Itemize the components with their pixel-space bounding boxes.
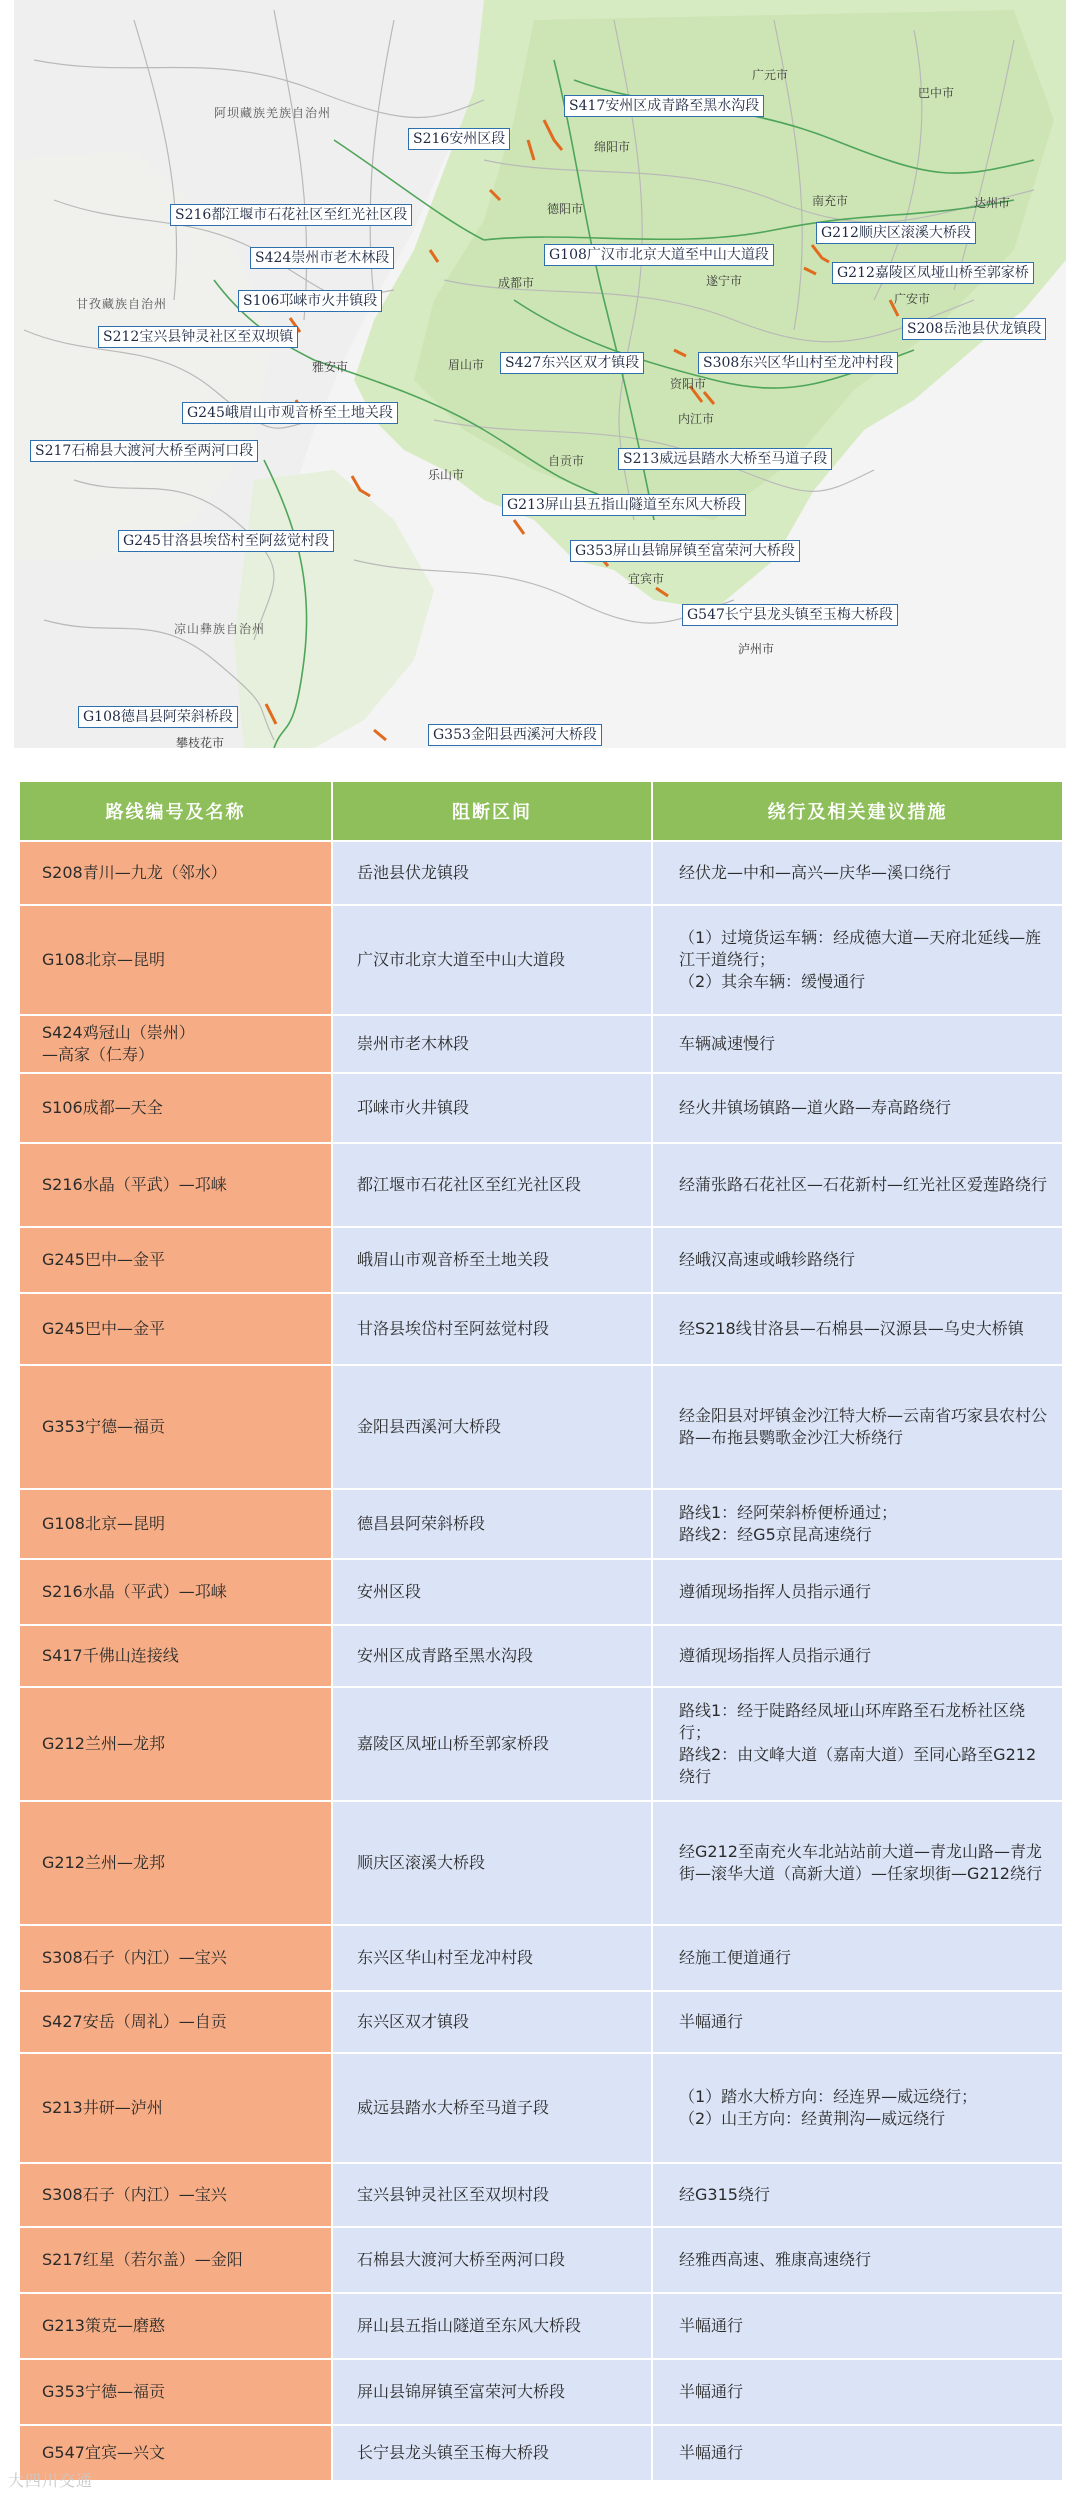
table-row: [19, 1015, 1063, 1073]
table-row: [19, 1489, 1063, 1559]
section-cell: 甘洛县埃岱村至阿兹觉村段: [332, 1293, 652, 1365]
route-cell: G108北京—昆明: [19, 1489, 332, 1559]
detour-cell: 经峨汉高速或峨轸路绕行: [652, 1227, 1063, 1293]
table-row: [19, 2293, 1063, 2359]
table-row: [19, 1227, 1063, 1293]
section-cell: 德昌县阿荣斜桥段: [332, 1489, 652, 1559]
region-aba: 阿坝藏族羌族自治州: [214, 106, 332, 120]
section-cell: 石棉县大渡河大桥至两河口段: [332, 2227, 652, 2293]
place-guangyuan: 广元市: [752, 68, 789, 82]
detour-cell: 经施工便道通行: [652, 1925, 1063, 1991]
detour-cell: 路线1：经阿荣斜桥便桥通过； 路线2：经G5京昆高速绕行: [652, 1489, 1063, 1559]
detour-cell: （1）过境货运车辆：经成德大道—天府北延线—旌江干道绕行； （2）其余车辆：缓慢通行: [652, 905, 1063, 1015]
route-cell: G213策克—磨憨: [19, 2293, 332, 2359]
map-label-g245-ganluo: G245甘洛县埃岱村至阿兹觉村段: [118, 530, 334, 552]
table-row: [19, 1143, 1063, 1227]
map-label-s216-anzhou: S216安州区段: [408, 128, 510, 150]
map-label-s212: S212宝兴县钟灵社区至双坝镇: [98, 326, 298, 348]
section-cell: 崇州市老木林段: [332, 1015, 652, 1073]
route-cell: G353宁德—福贡: [19, 2359, 332, 2425]
route-cell: S427安岳（周礼）—自贡: [19, 1991, 332, 2053]
map-label-s427: S427东兴区双才镇段: [500, 352, 644, 374]
section-cell: 屏山县五指山隧道至东风大桥段: [332, 2293, 652, 2359]
map-label-g108-dechang: G108德昌县阿荣斜桥段: [78, 706, 238, 728]
place-bazhong: 巴中市: [918, 86, 955, 100]
map-label-s216-dujiangyan: S216都江堰市石花社区至红光社区段: [170, 204, 412, 226]
route-cell: G212兰州—龙邦: [19, 1801, 332, 1925]
route-cell: S424鸡冠山（崇州） —高家（仁寿）: [19, 1015, 332, 1073]
map-label-g245-emeishan: G245峨眉山市观音桥至土地关段: [182, 402, 398, 424]
route-cell: G108北京—昆明: [19, 905, 332, 1015]
table-row: [19, 1073, 1063, 1143]
place-mianyang: 绵阳市: [594, 140, 631, 154]
place-leshan: 乐山市: [428, 468, 465, 482]
section-cell: 宝兴县钟灵社区至双坝村段: [332, 2163, 652, 2227]
section-cell: 岳池县伏龙镇段: [332, 841, 652, 905]
detour-cell: 经雅西高速、雅康高速绕行: [652, 2227, 1063, 2293]
map-label-s106: S106邛崃市火井镇段: [238, 290, 382, 312]
route-cell: S308石子（内江）—宝兴: [19, 2163, 332, 2227]
table-row: [19, 1293, 1063, 1365]
route-cell: G353宁德—福贡: [19, 1365, 332, 1489]
place-deyang: 德阳市: [547, 202, 584, 216]
section-cell: 长宁县龙头镇至玉梅大桥段: [332, 2425, 652, 2481]
detour-cell: 半幅通行: [652, 1991, 1063, 2053]
map-label-g547: G547长宁县龙头镇至玉梅大桥段: [682, 604, 898, 626]
table-row: [19, 1801, 1063, 1925]
table-row: [19, 1991, 1063, 2053]
place-ziyang: 资阳市: [670, 377, 707, 391]
map-label-s208: S208岳池县伏龙镇段: [902, 318, 1046, 340]
place-nanchong: 南充市: [812, 194, 849, 208]
header-detour: 绕行及相关建议措施: [652, 781, 1063, 841]
map-label-s217: S217石棉县大渡河大桥至两河口段: [30, 440, 258, 462]
place-panzhihua: 攀枝花市: [176, 736, 225, 748]
detour-cell: 经火井镇场镇路—道火路—寿高路绕行: [652, 1073, 1063, 1143]
place-yibin: 宜宾市: [628, 572, 665, 586]
route-cell: S208青川—九龙（邻水）: [19, 841, 332, 905]
route-cell: G212兰州—龙邦: [19, 1687, 332, 1801]
map-label-s308: S308东兴区华山村至龙冲村段: [698, 352, 898, 374]
detour-cell: 遵循现场指挥人员指示通行: [652, 1559, 1063, 1625]
detour-cell: 半幅通行: [652, 2425, 1063, 2481]
place-guangan: 广安市: [894, 292, 931, 306]
section-cell: 广汉市北京大道至中山大道段: [332, 905, 652, 1015]
section-cell: 东兴区双才镇段: [332, 1991, 652, 2053]
map-label-g353-pingshan: G353屏山县锦屏镇至富荣河大桥段: [570, 540, 800, 562]
section-cell: 东兴区华山村至龙冲村段: [332, 1925, 652, 1991]
section-cell: 顺庆区滚溪大桥段: [332, 1801, 652, 1925]
place-zigong: 自贡市: [548, 454, 585, 468]
map-label-g212-shunqing: G212顺庆区滚溪大桥段: [816, 222, 976, 244]
detour-cell: （1）踏水大桥方向：经连界—威远绕行； （2）山王方向：经黄荆沟—威远绕行: [652, 2053, 1063, 2163]
table-header-row: [19, 781, 1063, 841]
place-luzhou: 泸州市: [738, 642, 775, 656]
detour-cell: 路线1：经于陡路经凤垭山环库路至石龙桥社区绕行； 路线2：由文峰大道（嘉南大道）至同心路至G212绕行: [652, 1687, 1063, 1801]
route-cell: S308石子（内江）—宝兴: [19, 1925, 332, 1991]
region-ganzi: 甘孜藏族自治州: [76, 297, 168, 311]
map-label-g213: G213屏山县五指山隧道至东风大桥段: [502, 494, 746, 516]
map-label-s417: S417安州区成青路至黑水沟段: [564, 95, 764, 117]
table-row: [19, 2053, 1063, 2163]
table-row: [19, 1365, 1063, 1489]
section-cell: 邛崃市火井镇段: [332, 1073, 652, 1143]
map-label-s213: S213威远县踏水大桥至马道子段: [618, 448, 832, 470]
section-cell: 威远县踏水大桥至马道子段: [332, 2053, 652, 2163]
section-cell: 屏山县锦屏镇至富荣河大桥段: [332, 2359, 652, 2425]
watermark-text: 大四川交通: [8, 2471, 94, 2490]
route-cell: S216水晶（平武）—邛崃: [19, 1559, 332, 1625]
header-section: 阻断区间: [332, 781, 652, 841]
section-cell: 安州区成青路至黑水沟段: [332, 1625, 652, 1687]
map-label-g353-jinyang: G353金阳县西溪河大桥段: [428, 724, 602, 746]
map-canvas: [14, 0, 1066, 748]
place-chengdu: 成都市: [498, 276, 535, 290]
map-label-g108-guanghan: G108广汉市北京大道至中山大道段: [544, 244, 774, 266]
table-row: [19, 2227, 1063, 2293]
route-cell: S213井研—泸州: [19, 2053, 332, 2163]
table-row: [19, 2163, 1063, 2227]
detour-cell: 遵循现场指挥人员指示通行: [652, 1625, 1063, 1687]
table-row: [19, 1925, 1063, 1991]
table-row: [19, 2425, 1063, 2481]
table-row: [19, 905, 1063, 1015]
table-row: [19, 1687, 1063, 1801]
header-route: 路线编号及名称: [19, 781, 332, 841]
detour-cell: 经S218线甘洛县—石棉县—汉源县—乌史大桥镇: [652, 1293, 1063, 1365]
section-cell: 峨眉山市观音桥至土地关段: [332, 1227, 652, 1293]
place-suining: 遂宁市: [706, 274, 743, 288]
route-cell: S106成都—天全: [19, 1073, 332, 1143]
place-meishan: 眉山市: [448, 358, 485, 372]
section-cell: 金阳县西溪河大桥段: [332, 1365, 652, 1489]
detour-cell: 经G315绕行: [652, 2163, 1063, 2227]
table-row: [19, 841, 1063, 905]
table-row: [19, 1559, 1063, 1625]
detour-cell: 经金阳县对坪镇金沙江特大桥—云南省巧家县农村公路—布拖县鹦歌金沙江大桥绕行: [652, 1365, 1063, 1489]
detour-cell: 经蒲张路石花社区—石花新村—红光社区爱莲路绕行: [652, 1143, 1063, 1227]
section-cell: 安州区段: [332, 1559, 652, 1625]
region-liangshan: 凉山彝族自治州: [174, 622, 266, 636]
place-yaan: 雅安市: [312, 360, 349, 374]
route-cell: S216水晶（平武）—邛崃: [19, 1143, 332, 1227]
map-label-g212-jialing: G212嘉陵区凤垭山桥至郭家桥: [832, 262, 1034, 284]
sichuan-road-map: [14, 0, 1066, 748]
detour-cell: 经伏龙—中和—高兴—庆华—溪口绕行: [652, 841, 1063, 905]
route-cell: G547宜宾—兴文: [19, 2425, 332, 2481]
place-neijiang: 内江市: [678, 412, 715, 426]
detour-cell: 经G212至南充火车北站站前大道—青龙山路—青龙街—滚华大道（高新大道）—任家坝街—G212绕行: [652, 1801, 1063, 1925]
route-cell: G245巴中—金平: [19, 1227, 332, 1293]
map-label-s424: S424崇州市老木林段: [250, 247, 394, 269]
place-dazhou: 达州市: [974, 196, 1011, 210]
route-cell: S217红星（若尔盖）—金阳: [19, 2227, 332, 2293]
detour-cell: 半幅通行: [652, 2293, 1063, 2359]
detour-cell: 半幅通行: [652, 2359, 1063, 2425]
section-cell: 嘉陵区凤垭山桥至郭家桥段: [332, 1687, 652, 1801]
table-row: [19, 2359, 1063, 2425]
section-cell: 都江堰市石花社区至红光社区段: [332, 1143, 652, 1227]
road-closure-table: [18, 780, 1064, 2482]
route-cell: S417千佛山连接线: [19, 1625, 332, 1687]
table-row: [19, 1625, 1063, 1687]
route-cell: G245巴中—金平: [19, 1293, 332, 1365]
detour-cell: 车辆减速慢行: [652, 1015, 1063, 1073]
